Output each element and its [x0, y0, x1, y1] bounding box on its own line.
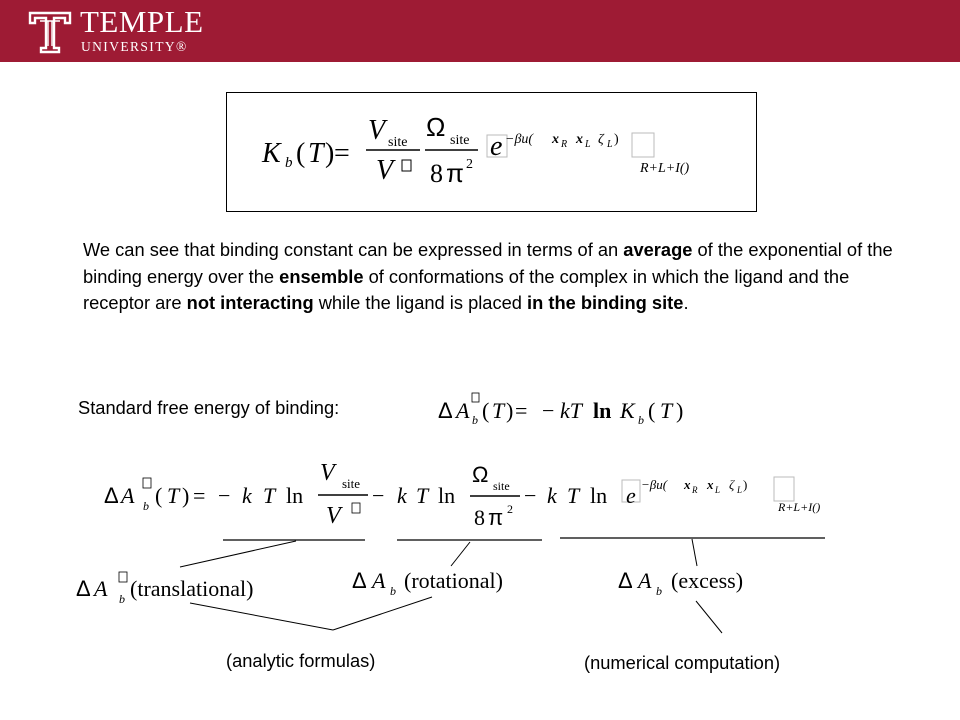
exponent-x: x [552, 132, 559, 147]
subscript-b-7: b [656, 584, 662, 598]
symbol-T-7: T [567, 483, 580, 508]
rparen-3: ) [676, 398, 684, 423]
symbol-e-2: e [626, 483, 636, 508]
symbol-A-4: A [372, 568, 386, 593]
exponent-L-3: L [715, 485, 721, 495]
brace-left [190, 603, 333, 630]
symbol-T-4: T [167, 483, 180, 508]
paragraph-emphasis: ensemble [279, 265, 364, 287]
exponent-two-2: 2 [507, 502, 513, 516]
ln-operator-3: ln [438, 483, 456, 508]
exponent-x-4: x [707, 477, 714, 492]
decomposed-free-energy-equation [104, 460, 820, 530]
symbol-k: k [242, 483, 252, 508]
exponent-R: R [561, 139, 568, 150]
right-angle-bracket-icon [632, 133, 654, 157]
paragraph-text: of conformations of the complex in which the ligand and the receptor are [83, 265, 850, 313]
symbol-k-2: k [397, 483, 407, 508]
subscript-site-4: site [493, 479, 510, 493]
exponent-R-2: R [692, 485, 698, 495]
subscript-b-2: b [472, 413, 478, 427]
number-eight: 8 [430, 159, 443, 188]
rotational-text: (rotational) [404, 568, 503, 593]
symbol-T-6: T [416, 483, 429, 508]
exponent-L-4: L [737, 485, 743, 495]
paragraph-text: while the ligand is placed [313, 292, 528, 313]
ln-operator: ln [593, 398, 612, 423]
paragraph-text: We can see that binding constant can be expressed in terms of an [83, 239, 624, 260]
binding-constant-equation [261, 112, 690, 188]
translational-text: (translational) [130, 576, 254, 601]
subscript-RLI-2: R+L+I() [778, 500, 821, 514]
symbol-T-3: T [660, 398, 673, 423]
delta-symbol: Δ [438, 398, 453, 423]
exponent-two: 2 [466, 157, 473, 172]
symbol-A-3: A [94, 576, 108, 601]
exponent-zeta: ζ [598, 132, 604, 147]
missing-glyph-box-icon-2 [472, 393, 479, 402]
symbol-V-site: V [368, 115, 386, 146]
number-eight-2: 8 [474, 505, 485, 530]
minus-sign-3: − [372, 483, 385, 508]
connector-excess [692, 539, 697, 566]
subscript-b-5: b [119, 592, 125, 606]
minus-sign: − [542, 398, 555, 423]
lparen-4: ( [155, 483, 163, 508]
symbol-K: K [262, 138, 281, 169]
standard-free-energy-equation [438, 393, 683, 427]
caption-numerical: (numerical computation) [584, 652, 781, 673]
exponent-L: L [585, 139, 591, 150]
paragraph-text: of the exponential of the binding energy over the [83, 239, 893, 287]
rparen-4: ) [182, 483, 190, 508]
equals-sign-2: = [515, 398, 528, 423]
lparen-3: ( [648, 398, 656, 423]
symbol-A: A [456, 398, 470, 423]
brand-subtitle: UNIVERSITY® [81, 39, 188, 54]
brace-right [333, 597, 432, 630]
symbol-pi: π [446, 158, 464, 188]
symbol-pi-2: π [488, 505, 504, 530]
exponent-x2: x [576, 132, 583, 147]
exponent-close: ) [614, 132, 619, 147]
paragraph-emphasis: in the binding site [527, 292, 684, 313]
translational-term [76, 572, 253, 606]
delta-symbol-3: Δ [76, 576, 91, 601]
subscript-RLI: R+L+I() [640, 161, 690, 176]
brand-wordmark: TEMPLE [80, 4, 204, 39]
connector-rotational [451, 542, 470, 566]
delta-symbol-2: Δ [104, 483, 119, 508]
right-angle-bracket-icon-2 [774, 477, 794, 501]
paragraph-text: . [683, 292, 689, 313]
rotational-term [352, 568, 503, 598]
paragraph-emphasis: not interacting [186, 292, 314, 313]
connector-translational [180, 541, 296, 567]
missing-glyph-box-icon-5 [119, 572, 127, 582]
equals-sign: = [334, 138, 350, 169]
symbol-V-site-2: V [320, 460, 335, 486]
delta-symbol-5: Δ [618, 568, 633, 593]
subscript-b-3: b [638, 413, 644, 427]
exponent-beta-u-2: −βu( [641, 477, 668, 492]
rparen: ) [325, 138, 335, 169]
symbol-V-std-2: V [326, 503, 341, 529]
symbol-T-5: T [263, 483, 276, 508]
symbol-A-2: A [121, 483, 135, 508]
missing-glyph-box-icon [402, 160, 411, 171]
lparen-2: ( [482, 398, 490, 423]
excess-term [618, 568, 743, 598]
lparen: ( [296, 138, 306, 169]
exponent-L2: L [607, 139, 613, 150]
symbol-e: e [490, 131, 503, 162]
ln-operator-2: ln [286, 483, 304, 508]
subscript-site: site [388, 135, 408, 150]
missing-glyph-box-icon-3 [143, 478, 151, 488]
exponent-beta-u: −βu( [505, 132, 534, 147]
ln-operator-4: ln [590, 483, 608, 508]
standard-free-energy-label: Standard free energy of binding: [78, 397, 340, 418]
missing-glyph-box-icon-4 [352, 503, 360, 513]
subscript-b-6: b [390, 584, 396, 598]
symbol-k-3: k [547, 483, 557, 508]
symbol-omega: Ω [426, 112, 446, 142]
symbol-T-2: T [492, 398, 505, 423]
connector-numerical [696, 601, 722, 633]
excess-text: (excess) [671, 568, 744, 593]
subscript-site-2: site [450, 133, 470, 148]
caption-analytic: (analytic formulas) [226, 650, 376, 671]
subscript-b-4: b [143, 499, 149, 513]
exponent-x-3: x [684, 477, 691, 492]
symbol-K-2: K [620, 398, 635, 423]
symbol-A-5: A [638, 568, 652, 593]
equals-sign-3: = [193, 483, 206, 508]
symbol-T: T [308, 138, 324, 169]
symbol-kT: kT [560, 398, 582, 423]
delta-symbol-4: Δ [352, 568, 367, 593]
exponent-close-2: ) [743, 477, 748, 492]
symbol-omega-2: Ω [472, 462, 489, 487]
symbol-V-std: V [376, 155, 394, 186]
exponent-zeta-2: ζ [729, 477, 735, 492]
minus-sign-4: − [524, 483, 537, 508]
rparen-2: ) [506, 398, 514, 423]
paragraph-emphasis: average [623, 239, 693, 260]
subscript-b: b [285, 155, 293, 171]
subscript-site-3: site [342, 476, 361, 491]
minus-sign-2: − [218, 483, 231, 508]
